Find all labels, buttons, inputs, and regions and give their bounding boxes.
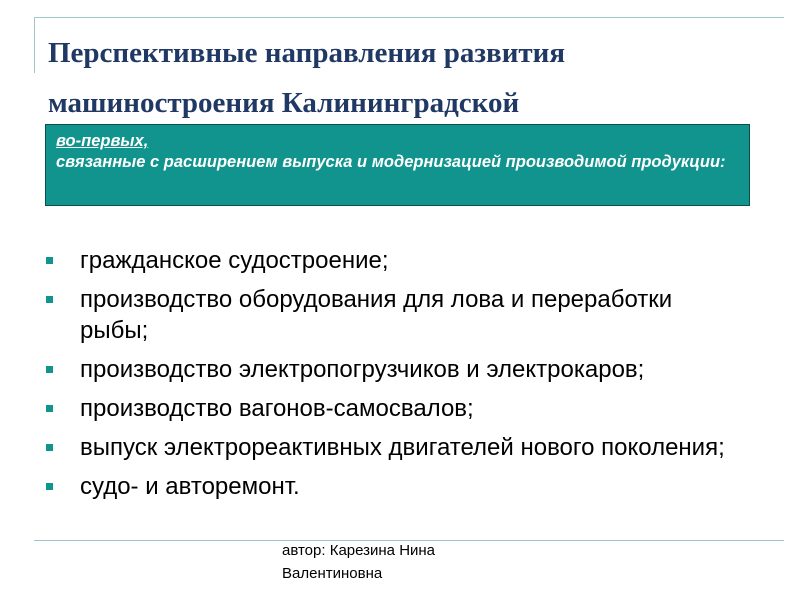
- bullet-item: [40, 471, 740, 502]
- bullet-text: выпуск электрореактивных двигателей нового поколения;: [80, 434, 725, 461]
- bullet-item: [40, 432, 740, 463]
- bullet-text: гражданское судостроение;: [80, 247, 389, 274]
- bullet-item: [40, 354, 740, 385]
- bullet-list: [40, 245, 740, 510]
- square-bullet-icon: [46, 257, 53, 264]
- bullet-text: производство вагонов-самосвалов;: [80, 395, 474, 422]
- slide-frame-left-line: [34, 17, 35, 73]
- footer-author: автор: Карезина Нина Валентиновна: [282, 542, 436, 582]
- bullet-item: [40, 245, 740, 276]
- square-bullet-icon: [46, 483, 53, 490]
- square-bullet-icon: [46, 405, 53, 412]
- callout-body: связанные с расширением выпуска и модернизацией производимой продукции:: [56, 153, 726, 171]
- bullet-text: производство электропогрузчиков и электрокаров;: [80, 356, 645, 383]
- callout-box: [45, 124, 750, 206]
- bullet-text: судо- и авторемонт.: [80, 473, 300, 500]
- square-bullet-icon: [46, 444, 53, 451]
- slide-frame-top-line: [34, 17, 784, 18]
- callout-heading: во-первых,: [56, 132, 149, 150]
- bullet-item: [40, 284, 740, 346]
- square-bullet-icon: [46, 296, 53, 303]
- slide-title: Перспективные направления развития машиностроения Калининградской: [48, 37, 566, 119]
- square-bullet-icon: [46, 366, 53, 373]
- bullet-text: производство оборудования для лова и переработки рыбы;: [80, 286, 673, 344]
- bullet-item: [40, 393, 740, 424]
